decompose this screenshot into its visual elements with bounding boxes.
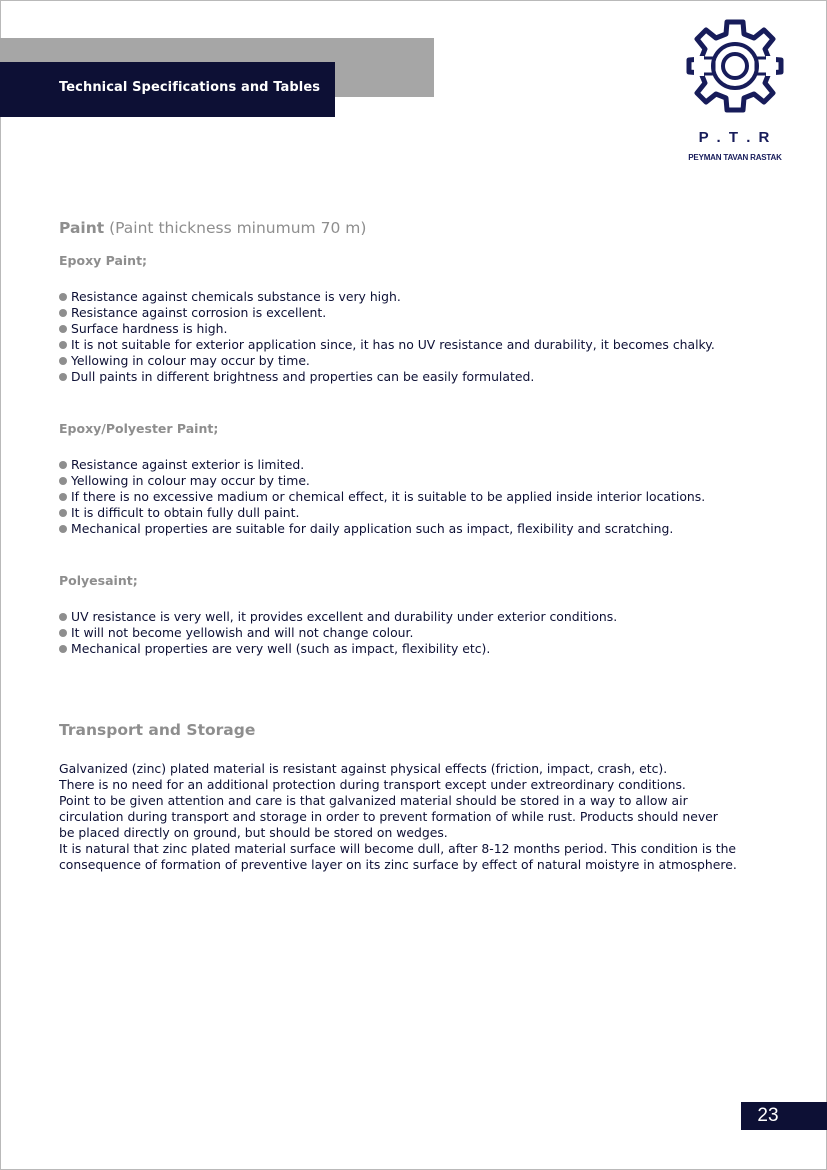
bullet-dot-icon — [59, 325, 67, 333]
gear-logo-icon — [684, 16, 786, 116]
epoxy-paint-list — [59, 289, 779, 385]
list-item: Yellowing in colour may occur by time. — [59, 473, 779, 489]
paragraph-line: consequence of formation of preventive layer on its zinc surface by effect of natural moistyre in atmosphere. — [59, 857, 737, 872]
list-item: If there is no excessive madium or chemical effect, it is suitable to be applied inside interior locations. — [59, 489, 779, 505]
main-content — [59, 219, 779, 873]
list-item: Mechanical properties are suitable for daily application such as impact, flexibility and scratching. — [59, 521, 779, 537]
bullet-dot-icon — [59, 525, 67, 533]
list-item: Mechanical properties are very well (such as impact, flexibility etc). — [59, 641, 779, 657]
paragraph-line: Galvanized (zinc) plated material is resistant against physical effects (friction, impact, crash, etc). — [59, 761, 668, 776]
page-number-box — [741, 1102, 827, 1130]
list-item: Dull paints in different brightness and properties can be easily formulated. — [59, 369, 779, 385]
transport-heading: Transport and Storage — [59, 721, 256, 739]
bullet-dot-icon — [59, 293, 67, 301]
list-item: It is not suitable for exterior application since, it has no UV resistance and durability, it becomes chalky. — [59, 337, 779, 353]
bullet-dot-icon — [59, 461, 67, 469]
epoxy-polyester-list — [59, 457, 779, 537]
paint-heading-note: (Paint thickness minumum 70 m) — [109, 219, 367, 237]
paragraph-line: It is natural that zinc plated material surface will become dull, after 8-12 months period. This condition is the — [59, 841, 737, 856]
list-item: It will not become yellowish and will not change colour. — [59, 625, 779, 641]
paragraph-line: circulation during transport and storage in order to prevent formation of while rust. Products should never — [59, 809, 718, 824]
bullet-dot-icon — [59, 341, 67, 349]
bullet-dot-icon — [59, 613, 67, 621]
list-item: UV resistance is very well, it provides excellent and durability under exterior conditions. — [59, 609, 779, 625]
bullet-dot-icon — [59, 645, 67, 653]
page-number: 23 — [757, 1105, 779, 1126]
transport-paragraph — [59, 761, 779, 873]
list-item: Surface hardness is high. — [59, 321, 779, 337]
paint-heading — [59, 219, 779, 237]
polyesaint-list — [59, 609, 779, 657]
epoxy-paint-title: Epoxy Paint; — [59, 253, 148, 268]
logo-company-name: PEYMAN TAVAN RASTAK — [688, 153, 782, 162]
epoxy-polyester-title: Epoxy/Polyester Paint; — [59, 421, 219, 436]
company-logo — [678, 14, 792, 164]
bullet-dot-icon — [59, 373, 67, 381]
paint-heading-title: Paint — [59, 219, 105, 237]
header-title: Technical Specifications and Tables — [59, 80, 321, 95]
list-item: Yellowing in colour may occur by time. — [59, 353, 779, 369]
polyesaint-title: Polyesaint; — [59, 573, 138, 588]
list-item: Resistance against corrosion is excellent. — [59, 305, 779, 321]
bullet-dot-icon — [59, 477, 67, 485]
logo-letters: P . T . R — [698, 129, 772, 146]
bullet-dot-icon — [59, 493, 67, 501]
bullet-dot-icon — [59, 509, 67, 517]
bullet-dot-icon — [59, 309, 67, 317]
paragraph-line: be placed directly on ground, but should be stored on wedges. — [59, 825, 448, 840]
list-item: Resistance against exterior is limited. — [59, 457, 779, 473]
list-item: Resistance against chemicals substance is very high. — [59, 289, 779, 305]
paragraph-line: Point to be given attention and care is that galvanized material should be stored in a way to allow air — [59, 793, 688, 808]
bullet-dot-icon — [59, 357, 67, 365]
paragraph-line: There is no need for an additional protection during transport except under extreordinary conditions. — [59, 777, 686, 792]
bullet-dot-icon — [59, 629, 67, 637]
list-item: It is difficult to obtain fully dull paint. — [59, 505, 779, 521]
